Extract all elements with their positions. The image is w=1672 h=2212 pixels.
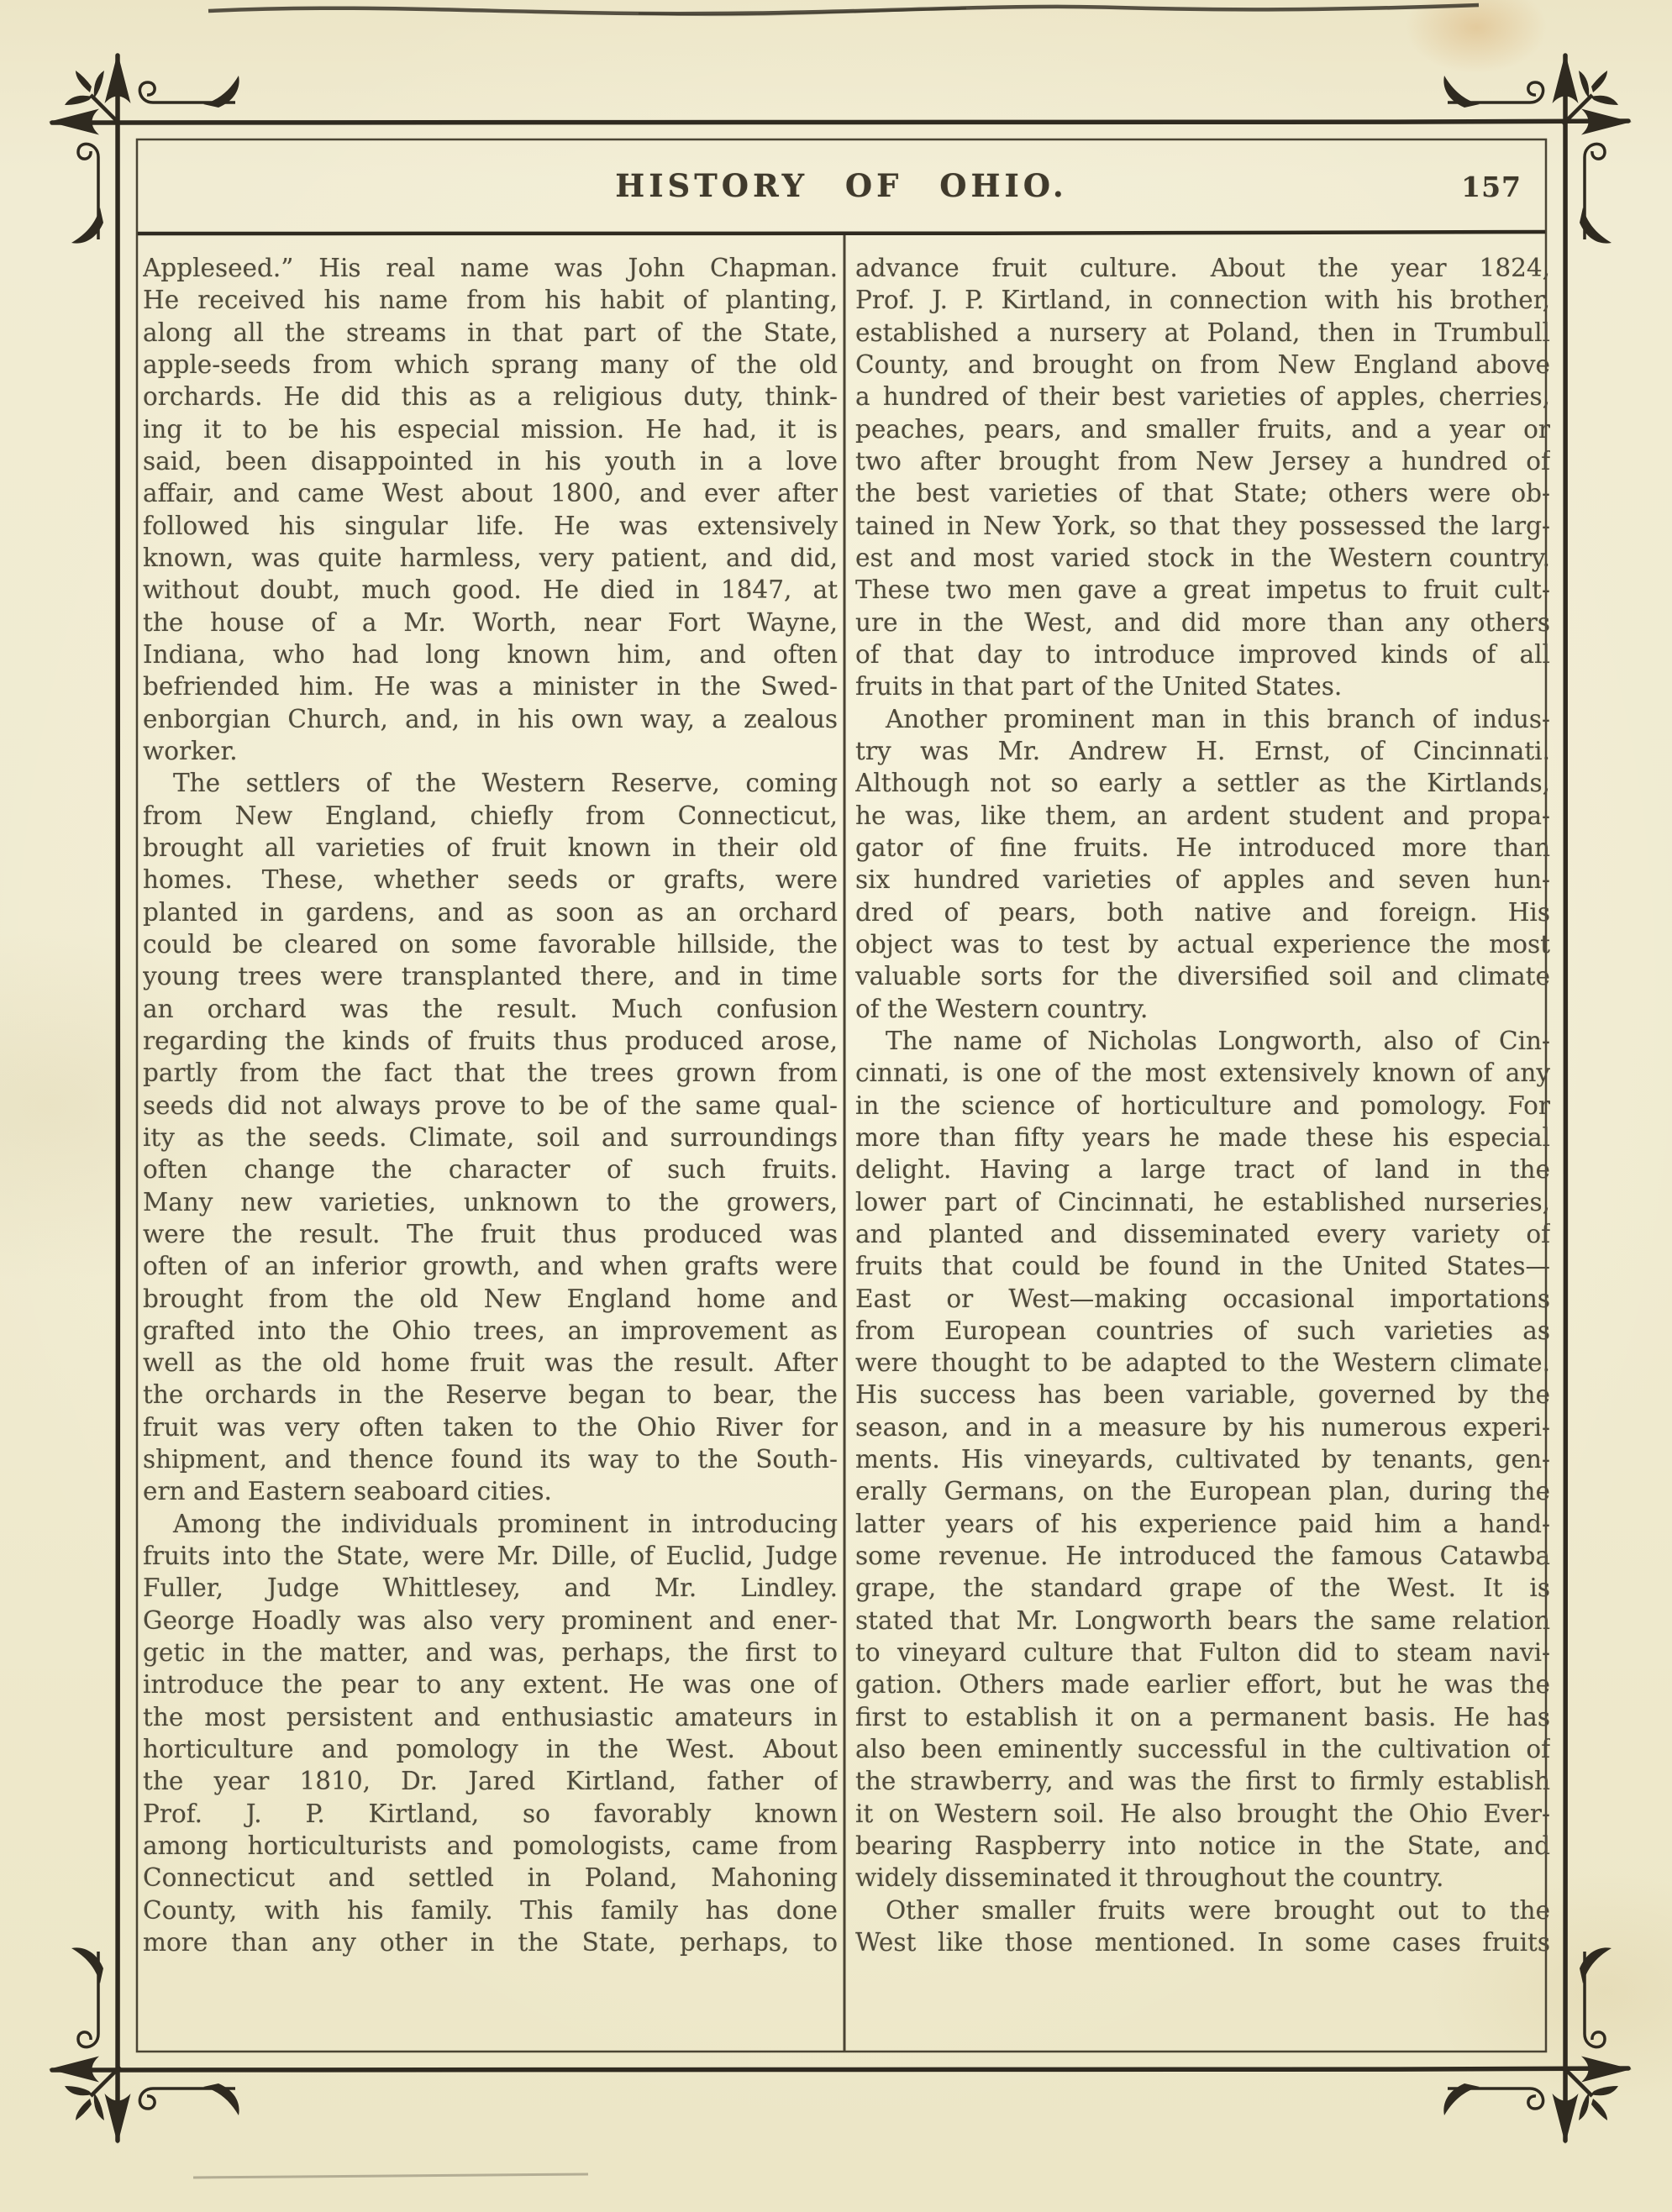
text-line: planted in gardens, and as soon as an orchard [143,897,838,927]
text-line: first to establish it on a permanent basis. He has [855,1702,1550,1731]
text-line: These two men gave a great impetus to fruit cult- [855,575,1550,605]
text-line: some revenue. He introduced the famous Catawba [855,1542,1550,1571]
text-line: try was Mr. Andrew H. Ernst, of Cincinnati. [855,736,1550,765]
text-line: shipment, and thence found its way to the South- [143,1445,838,1474]
text-line: more than fifty years he made these his especial [855,1122,1550,1152]
text-line: dred of pears, both native and foreign. His [855,897,1550,927]
text-line: erally Germans, on the European plan, during the [855,1477,1550,1506]
text-line: County, with his family. This family has done [143,1895,838,1925]
text-line: latter years of his experience paid him a hand- [855,1509,1550,1538]
text-line: ure in the West, and did more than any others [855,607,1550,637]
text-line: the orchards in the Reserve began to bear, the [143,1380,838,1410]
text-line: The settlers of the Western Reserve, coming [173,769,838,798]
text-line: The name of Nicholas Longworth, also of Cin- [886,1026,1550,1055]
text-line: said, been disappointed in his youth in a love [143,446,838,476]
text-line: cinnati, is one of the most extensively known of any [855,1059,1550,1088]
text-line: season, and in a measure by his numerous experi- [855,1412,1550,1442]
text-line: along all the streams in that part of the State, [143,318,838,347]
text-line: often change the character of such fruits. [143,1155,838,1185]
text-line: an orchard was the result. Much confusion [143,994,838,1023]
text-line: and planted and disseminated every variety of [855,1219,1550,1248]
text-line: His success has been variable, governed by the [855,1380,1550,1410]
text-line: worker. [143,736,238,765]
text-line: among horticulturists and pomologists, came from [143,1831,838,1861]
text-line: Many new varieties, unknown to the growers, [143,1187,838,1216]
text-line: of the Western country. [855,994,1149,1023]
text-line: the strawberry, and was the first to firmly establish [855,1767,1550,1796]
text-line: homes. These, whether seeds or grafts, were [143,865,838,895]
text-line: Prof. J. P. Kirtland, so favorably known [143,1799,838,1828]
text-line: ity as the seeds. Climate, soil and surroundings [143,1122,838,1152]
text-line: Connecticut and settled in Poland, Mahoning [143,1863,838,1893]
text-line: object was to test by actual experience the most [855,929,1550,959]
text-line: ern and Eastern seaboard cities. [143,1477,552,1506]
text-line: to vineyard culture that Fulton did to steam navi- [855,1638,1550,1668]
text-line: Prof. J. P. Kirtland, in connection with his brother, [855,286,1550,315]
text-line: established a nursery at Poland, then in Trumbull [855,318,1550,347]
right-column [855,252,1550,1958]
text-line: a hundred of their best varieties of apples, cherries, [855,382,1550,412]
text-line: brought from the old New England home and [143,1284,838,1313]
text-line: George Hoadly was also very prominent and ener- [143,1605,838,1635]
text-line: of that day to introduce improved kinds of all [855,639,1550,669]
text-line: County, and brought on from New England above [855,349,1550,379]
text-line: in the science of horticulture and pomology. For [855,1090,1550,1120]
text-line: fruit was very often taken to the Ohio River for [143,1412,838,1442]
page-header [136,139,1547,233]
text-line: also been eminently successful in the cultivation of [855,1735,1550,1764]
text-line: young trees were transplanted there, and in time [143,962,838,991]
text-line: more than any other in the State, perhaps, to [143,1928,838,1957]
text-line: West like those mentioned. In some cases fruits [855,1928,1550,1957]
text-line: it on Western soil. He also brought the Ohio Ever- [855,1799,1550,1828]
text-line: were the result. The fruit thus produced was [143,1219,838,1248]
text-line: fruits in that part of the United States. [855,672,1343,701]
text-line: fruits into the State, were Mr. Dille, of Euclid, Judge [143,1542,838,1571]
text-line: known, was quite harmless, very patient, and did, [143,543,838,572]
text-line: regarding the kinds of fruits thus produced arose, [143,1026,838,1055]
text-line: stated that Mr. Longworth bears the same relation [855,1605,1550,1635]
page-number: 157 [1461,171,1522,203]
text-line: est and most varied stock in the Western country. [855,543,1550,572]
text-line: ing it to be his especial mission. He had, it is [143,414,838,444]
text-line: from New England, chiefly from Connecticut, [143,801,838,830]
text-line: six hundred varieties of apples and seven hun- [855,865,1550,895]
text-line: getic in the matter, and was, perhaps, the first to [143,1638,838,1668]
text-line: lower part of Cincinnati, he established nurseries, [855,1187,1550,1216]
text-line: the year 1810, Dr. Jared Kirtland, father of [143,1767,838,1796]
text-line: widely disseminated it throughout the country. [855,1863,1444,1893]
text-line: seeds did not always prove to be of the same qual- [143,1090,838,1120]
text-line: orchards. He did this as a religious duty, think- [143,382,838,412]
text-line: Although not so early a settler as the Kirtlands, [855,769,1550,798]
text-line: he was, like them, an ardent student and propa- [855,801,1550,830]
text-line: were thought to be adapted to the Western climate. [855,1348,1550,1378]
text-line: Another prominent man in this branch of indus- [886,704,1550,733]
text-line: followed his singular life. He was extensively [143,511,838,540]
text-line: the best varieties of that State; others were ob- [855,479,1550,508]
text-line: fruits that could be found in the United States— [855,1252,1550,1281]
text-line: introduce the pear to any extent. He was one of [143,1670,838,1700]
text-line: Fuller, Judge Whittlesey, and Mr. Lindley. [143,1574,838,1603]
text-line: affair, and came West about 1800, and ever after [143,479,838,508]
text-line: Other smaller fruits were brought out to the [886,1895,1550,1925]
text-line: Appleseed.” His real name was John Chapman. [143,254,838,282]
text-line: ments. His vineyards, cultivated by tenants, gen- [855,1445,1550,1474]
text-line: grafted into the Ohio trees, an improvement as [143,1316,838,1345]
text-line: befriended him. He was a minister in the Swed- [143,672,838,701]
text-line: delight. Having a large tract of land in the [855,1155,1550,1185]
text-line: often of an inferior growth, and when grafts were [143,1252,838,1281]
text-line: partly from the fact that the trees grown from [143,1059,838,1088]
text-line: brought all varieties of fruit known in their old [143,833,838,862]
text-line: gator of fine fruits. He introduced more than [855,833,1550,862]
text-line: tained in New York, so that they possessed the larg- [855,511,1550,540]
page-title: HISTORY OF OHIO. [615,167,1068,204]
text-line: grape, the standard grape of the West. It is [855,1574,1550,1603]
text-line: horticulture and pomology in the West. About [143,1735,838,1764]
text-line: valuable sorts for the diversified soil and climate [855,962,1550,991]
text-line: apple-seeds from which sprang many of the old [143,349,838,379]
text-line: two after brought from New Jersey a hundred of [855,446,1550,476]
content-area [136,139,1550,2052]
text-line: peaches, pears, and smaller fruits, and a year or [855,414,1550,444]
left-column [143,252,838,1958]
text-line: well as the old home fruit was the result. After [143,1348,838,1378]
text-line: without doubt, much good. He died in 1847, at [143,575,838,605]
text-line: gation. Others made earlier effort, but he was the [855,1670,1550,1700]
text-line: from European countries of such varieties as [855,1316,1550,1345]
text-line: Among the individuals prominent in introducing [173,1509,838,1538]
text-line: East or West—making occasional importations [855,1284,1550,1313]
text-line: Indiana, who had long known him, and often [143,639,838,669]
text-line: bearing Raspberry into notice in the State, and [855,1831,1550,1861]
scan-bottom-artifact [193,2174,588,2178]
text-line: enborgian Church, and, in his own way, a zealous [143,704,838,733]
text-line: He received his name from his habit of planting, [143,286,838,315]
text-line: could be cleared on some favorable hillside, the [143,929,838,959]
text-line: the most persistent and enthusiastic amateurs in [143,1702,838,1731]
text-line: advance fruit culture. About the year 1824, [855,254,1550,282]
text-line: the house of a Mr. Worth, near Fort Wayne, [143,607,838,637]
